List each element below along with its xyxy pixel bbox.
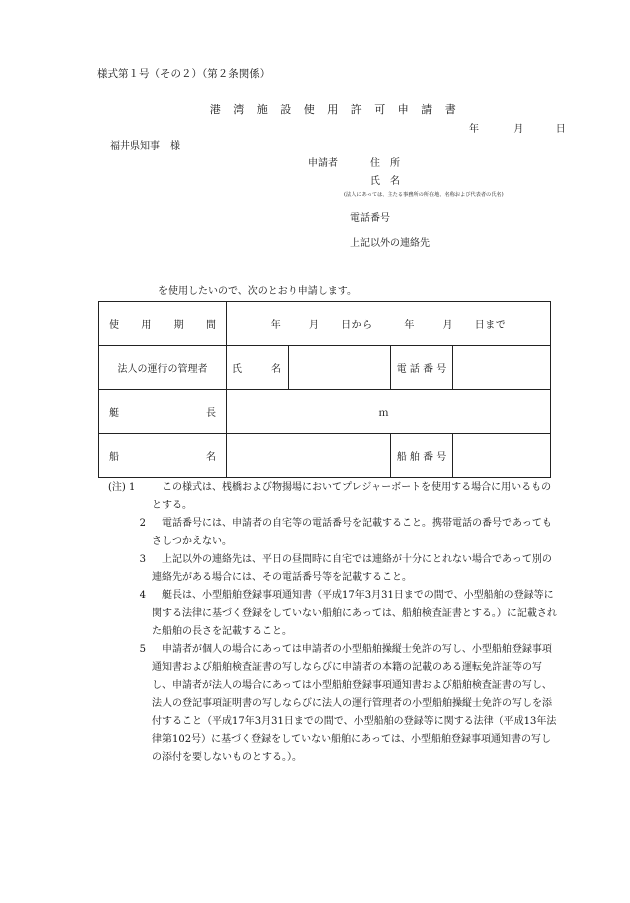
note-text: 申請者が個人の場合にあっては申請者の小型船舶操縦士免許の写し、小型船舶登録事項通知書および船舶検査証書の写しならびに申請者の本籍の記載のある運転免許証等の写し、申請者が法人の場合にあっては小型船舶登録事項通知書および船舶検査証書の写し、法人の登記事項証明書の写しならびに法人の運行管理者の小型船舶操縦士免許の写しを添付すること（平成17年3月31日までの間で、小型船舶の登録等に関する法律（平成13年法律第102号）に基づく登録をしていない船舶にあっては、小型船舶登録事項通知書の写しの添付を要しないものとする。）。 [152, 644, 557, 763]
note-item [108, 551, 558, 587]
ship-number-label: 船 舶 番 号 [391, 434, 453, 478]
ship-name-label-cell [99, 434, 227, 478]
period-label-char: 期 [173, 320, 184, 331]
note-item [108, 479, 558, 515]
length-row [99, 390, 551, 434]
manager-label: 法人の運行の管理者 [99, 346, 227, 390]
period-day-to: 日まで [474, 320, 507, 331]
note-text: 艇長は、小型船舶登録事項通知書（平成17年3月31日までの間で、小型船舶の登録等に関する法律に基づく登録をしていない船舶にあっては、船舶検査証書とする。）に記載された船舶の長さを記載すること。 [152, 590, 557, 637]
manager-phone-input[interactable] [453, 346, 551, 390]
manager-name-char: 名 [271, 364, 281, 375]
period-row [99, 302, 551, 346]
note-number: 2 [139, 518, 146, 529]
ship-number-input[interactable] [453, 434, 551, 478]
length-label-char: 長 [206, 408, 216, 419]
length-label-cell [99, 390, 227, 434]
date-year-label: 年 [469, 124, 479, 135]
notes-section [108, 479, 558, 767]
addressee: 福井県知事 様 [110, 141, 180, 152]
period-input[interactable] [227, 302, 551, 346]
period-year-to: 年 [404, 320, 415, 331]
note-number: 5 [139, 644, 146, 655]
length-unit: ｍ [378, 408, 389, 419]
note-text: この様式は、桟橋および物揚場においてプレジャーボートを使用する場合に用いるものとする。 [152, 482, 552, 511]
note-text: 電話番号には、申請者の自宅等の電話番号を記載すること。携帯電話の番号であってもさしつかえない。 [152, 518, 552, 547]
applicant-label: 申請者 [308, 158, 338, 169]
period-month-to: 月 [442, 320, 454, 331]
manager-name-input[interactable] [289, 346, 391, 390]
ship-name-label-char: 名 [206, 452, 216, 463]
note-text: 上記以外の連絡先は、平日の昼間時に自宅では連絡が十分にとれない場合であって別の連絡先がある場合には、その電話番号等を記載すること。 [152, 554, 552, 583]
applicant-other-contact-label: 上記以外の連絡先 [350, 238, 430, 249]
period-label-cell [99, 302, 227, 346]
note-item [108, 641, 558, 767]
note-number: 4 [139, 590, 146, 601]
note-item [108, 587, 558, 641]
manager-row [99, 346, 551, 390]
period-label-char: 使 [109, 320, 119, 331]
document-title: 港 湾 施 設 使 用 許 可 申 請 書 [209, 103, 461, 116]
date-day-label: 日 [555, 124, 566, 135]
period-month-from: 月 [308, 320, 320, 331]
form-number: 様式第１号（その２）（第２条関係） [97, 68, 271, 80]
period-day-from: 日から [341, 320, 373, 331]
manager-phone-label: 電 話 番 号 [391, 346, 453, 390]
corporate-note: (法人にあっては、主たる事務所の所在地、名称および代表者の氏名) [344, 192, 504, 198]
intro-text: を使用したいので、次のとおり申請します。 [158, 286, 357, 297]
application-table [98, 301, 551, 478]
period-year-from: 年 [270, 320, 282, 331]
date-line [469, 120, 566, 135]
ship-row [99, 434, 551, 478]
length-input[interactable] [227, 390, 551, 434]
manager-name-label-cell [227, 346, 289, 390]
manager-name-char: 氏 [232, 364, 242, 375]
note-prefix: (注) 1 [108, 482, 136, 493]
ship-name-label-char: 船 [109, 452, 119, 463]
date-month-label: 月 [513, 124, 524, 135]
length-label-char: 艇 [109, 408, 119, 419]
applicant-name-label: 氏 名 [370, 176, 400, 187]
period-label-char: 間 [205, 320, 216, 331]
note-number: 3 [139, 554, 146, 565]
applicant-phone-label: 電話番号 [350, 213, 390, 224]
note-item [108, 515, 558, 551]
period-label-char: 用 [141, 320, 152, 331]
applicant-address-label: 住 所 [370, 158, 400, 169]
ship-name-input[interactable] [227, 434, 391, 478]
